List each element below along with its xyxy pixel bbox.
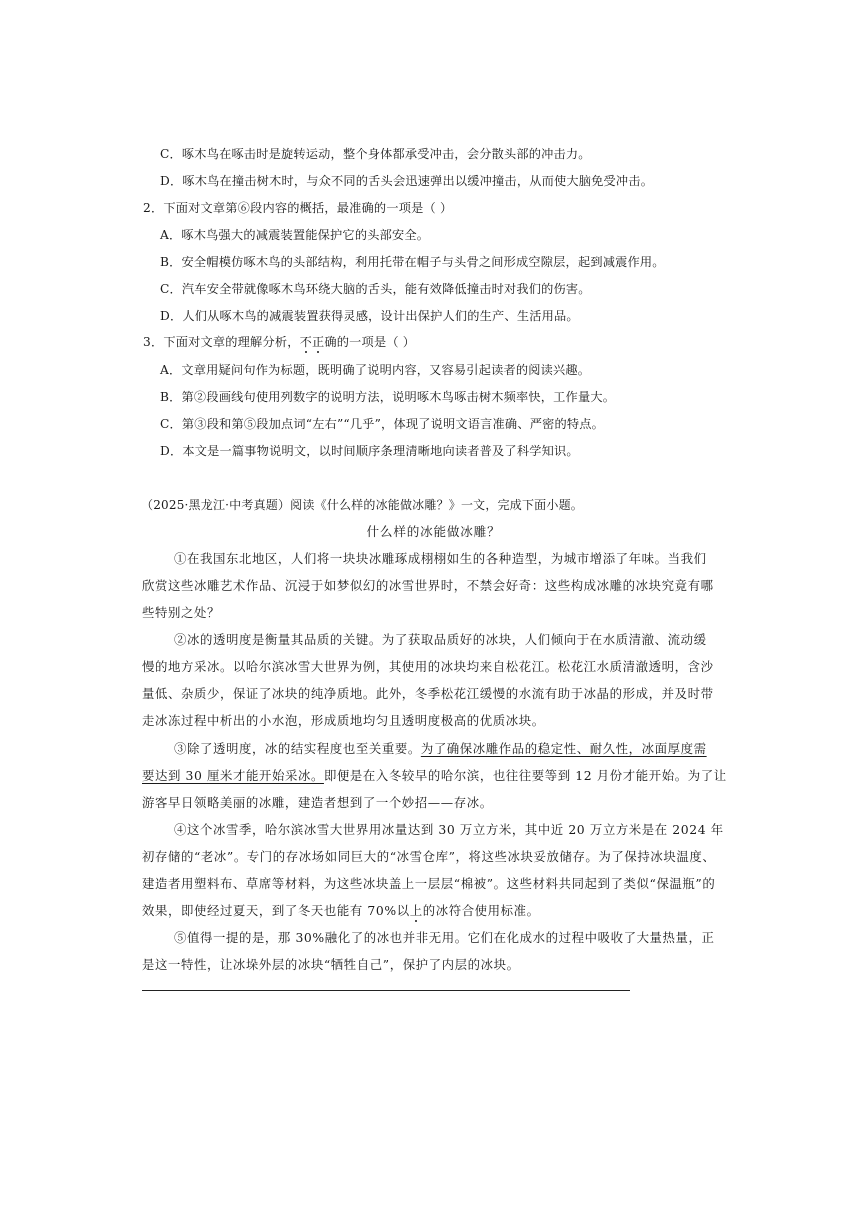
q2-option-d: D．人们从啄木鸟的减震装置获得灵感，设计出保护人们的生产、生活用品。 xyxy=(160,309,579,323)
q2-option-b: B．安全帽模仿啄木鸟的头部结构，利用托带在帽子与头骨之间形成空隙层，起到减震作用。 xyxy=(160,255,665,269)
q3-option-c: C．第③段和第⑤段加点词“左右”“几乎”，体现了说明文语言准确、严密的特点。 xyxy=(160,417,605,431)
p1-line-3: 些特别之处？ xyxy=(142,605,220,620)
q3-emphasis-char-2: 正 xyxy=(312,335,325,349)
p2-line-4: 走冰冻过程中析出的小水泡，形成质地均匀且透明度极高的优质冰块。 xyxy=(142,713,545,728)
q2-option-c: C．汽车安全带就像啄木鸟环绕大脑的舌头，能有效降低撞击时对我们的伤害。 xyxy=(160,282,591,296)
p2-line-2: 慢的地方采冰。以哈尔滨冰雪大世界为例，其使用的冰块均来自松花江。松花江水质清澈透明，含沙 xyxy=(142,659,714,674)
p3-line-1-text: ③除了透明度，冰的结实程度也至关重要。 xyxy=(174,741,421,756)
p3-line-1 xyxy=(174,741,707,757)
q3-emphasis-char-1: 不 xyxy=(299,335,312,349)
p1-line-1: ①在我国东北地区，人们将一块块冰雕琢成栩栩如生的各种造型，为城市增添了年味。当我们 xyxy=(174,551,707,566)
q3-stem-post: 确的一项是（ ） xyxy=(324,335,416,349)
section-divider-rule xyxy=(142,990,630,991)
p2-line-3: 量低、杂质少，保证了冰块的纯净质地。此外，冬季松花江缓慢的水流有助于冰晶的形成，并及时带 xyxy=(142,686,714,701)
q2-stem: 2．下面对文章第⑥段内容的概括，最准确的一项是（ ） xyxy=(143,201,453,215)
p5-line-1: ⑤值得一提的是，那 30%融化了的冰也并非无用。它们在化成水的过程中吸收了大量热量，正 xyxy=(174,930,715,945)
p3-underlined-sentence-part-1: 为了确保冰雕作品的稳定性、耐久性，冰面厚度需 xyxy=(420,741,707,756)
p3-line-2 xyxy=(142,768,727,784)
p3-line-3: 游客早日领略美丽的冰雕，建造者想到了一个妙招——存冰。 xyxy=(142,795,493,810)
p4-line-4 xyxy=(142,903,540,919)
p3-line-2-text: 即便是在入冬较早的哈尔滨，也往往要等到 12 月份才能开始。为了让 xyxy=(323,768,727,783)
passage-source: （2025·黑龙江·中考真题）阅读《什么样的冰能做冰雕？》一文，完成下面小题。 xyxy=(141,498,583,512)
q2-option-a: A．啄木鸟强大的减震装置能保护它的头部安全。 xyxy=(160,228,430,242)
p4-line-3: 建造者用塑料布、草席等材料，为这些冰块盖上一层层“棉被”。这些材料共同起到了类似“保温瓶”的 xyxy=(142,876,716,891)
q3-option-d: D．本文是一篇事物说明文，以时间顺序条理清晰地向读者普及了科学知识。 xyxy=(160,444,579,458)
p4-emphasis-char: 上 xyxy=(409,903,423,918)
p3-underlined-sentence-part-2: 要达到 30 厘米才能开始采冰。 xyxy=(142,768,324,783)
q3-stem-pre: 3．下面对文章的理解分析， xyxy=(143,335,300,349)
passage-title: 什么样的冰能做冰雕？ xyxy=(366,524,501,539)
p2-line-1: ②冰的透明度是衡量其品质的关键。为了获取品质好的冰块，人们倾向于在水质清澈、流动缓 xyxy=(174,632,707,647)
q1-option-c: C．啄木鸟在啄击时是旋转运动，整个身体都承受冲击，会分散头部的冲击力。 xyxy=(160,147,591,161)
p4-line-4-post: 的冰符合使用标准。 xyxy=(422,903,540,918)
q3-stem xyxy=(143,334,415,350)
q3-option-b: B．第②段画线句使用列数字的说明方法，说明啄木鸟啄击树木频率快，工作量大。 xyxy=(160,390,616,404)
q3-option-a: A．文章用疑问句作为标题，既明确了说明内容，又容易引起读者的阅读兴趣。 xyxy=(160,363,591,377)
p4-line-4-pre: 效果，即使经过夏天，到了冬天也能有 70%以 xyxy=(142,903,410,918)
p4-line-2: 初存储的“老冰”。专门的存冰场如同巨大的“冰雪仓库”，将这些冰块妥放储存。为了保持冰块温度、 xyxy=(142,849,716,864)
p1-line-2: 欣赏这些冰雕艺术作品、沉浸于如梦似幻的冰雪世界时，不禁会好奇：这些构成冰雕的冰块究竟有哪 xyxy=(142,578,714,593)
p5-line-2: 是这一特性，让冰垛外层的冰块“牺牲自己”，保护了内层的冰块。 xyxy=(142,957,520,972)
p4-line-1: ④这个冰雪季，哈尔滨冰雪大世界用冰量达到 30 万立方米，其中近 20 万立方米是在 2024 年 xyxy=(174,822,724,837)
q1-option-d: D．啄木鸟在撞击树木时，与众不同的舌头会迅速弹出以缓冲撞击，从而使大脑免受冲击。 xyxy=(160,174,654,188)
